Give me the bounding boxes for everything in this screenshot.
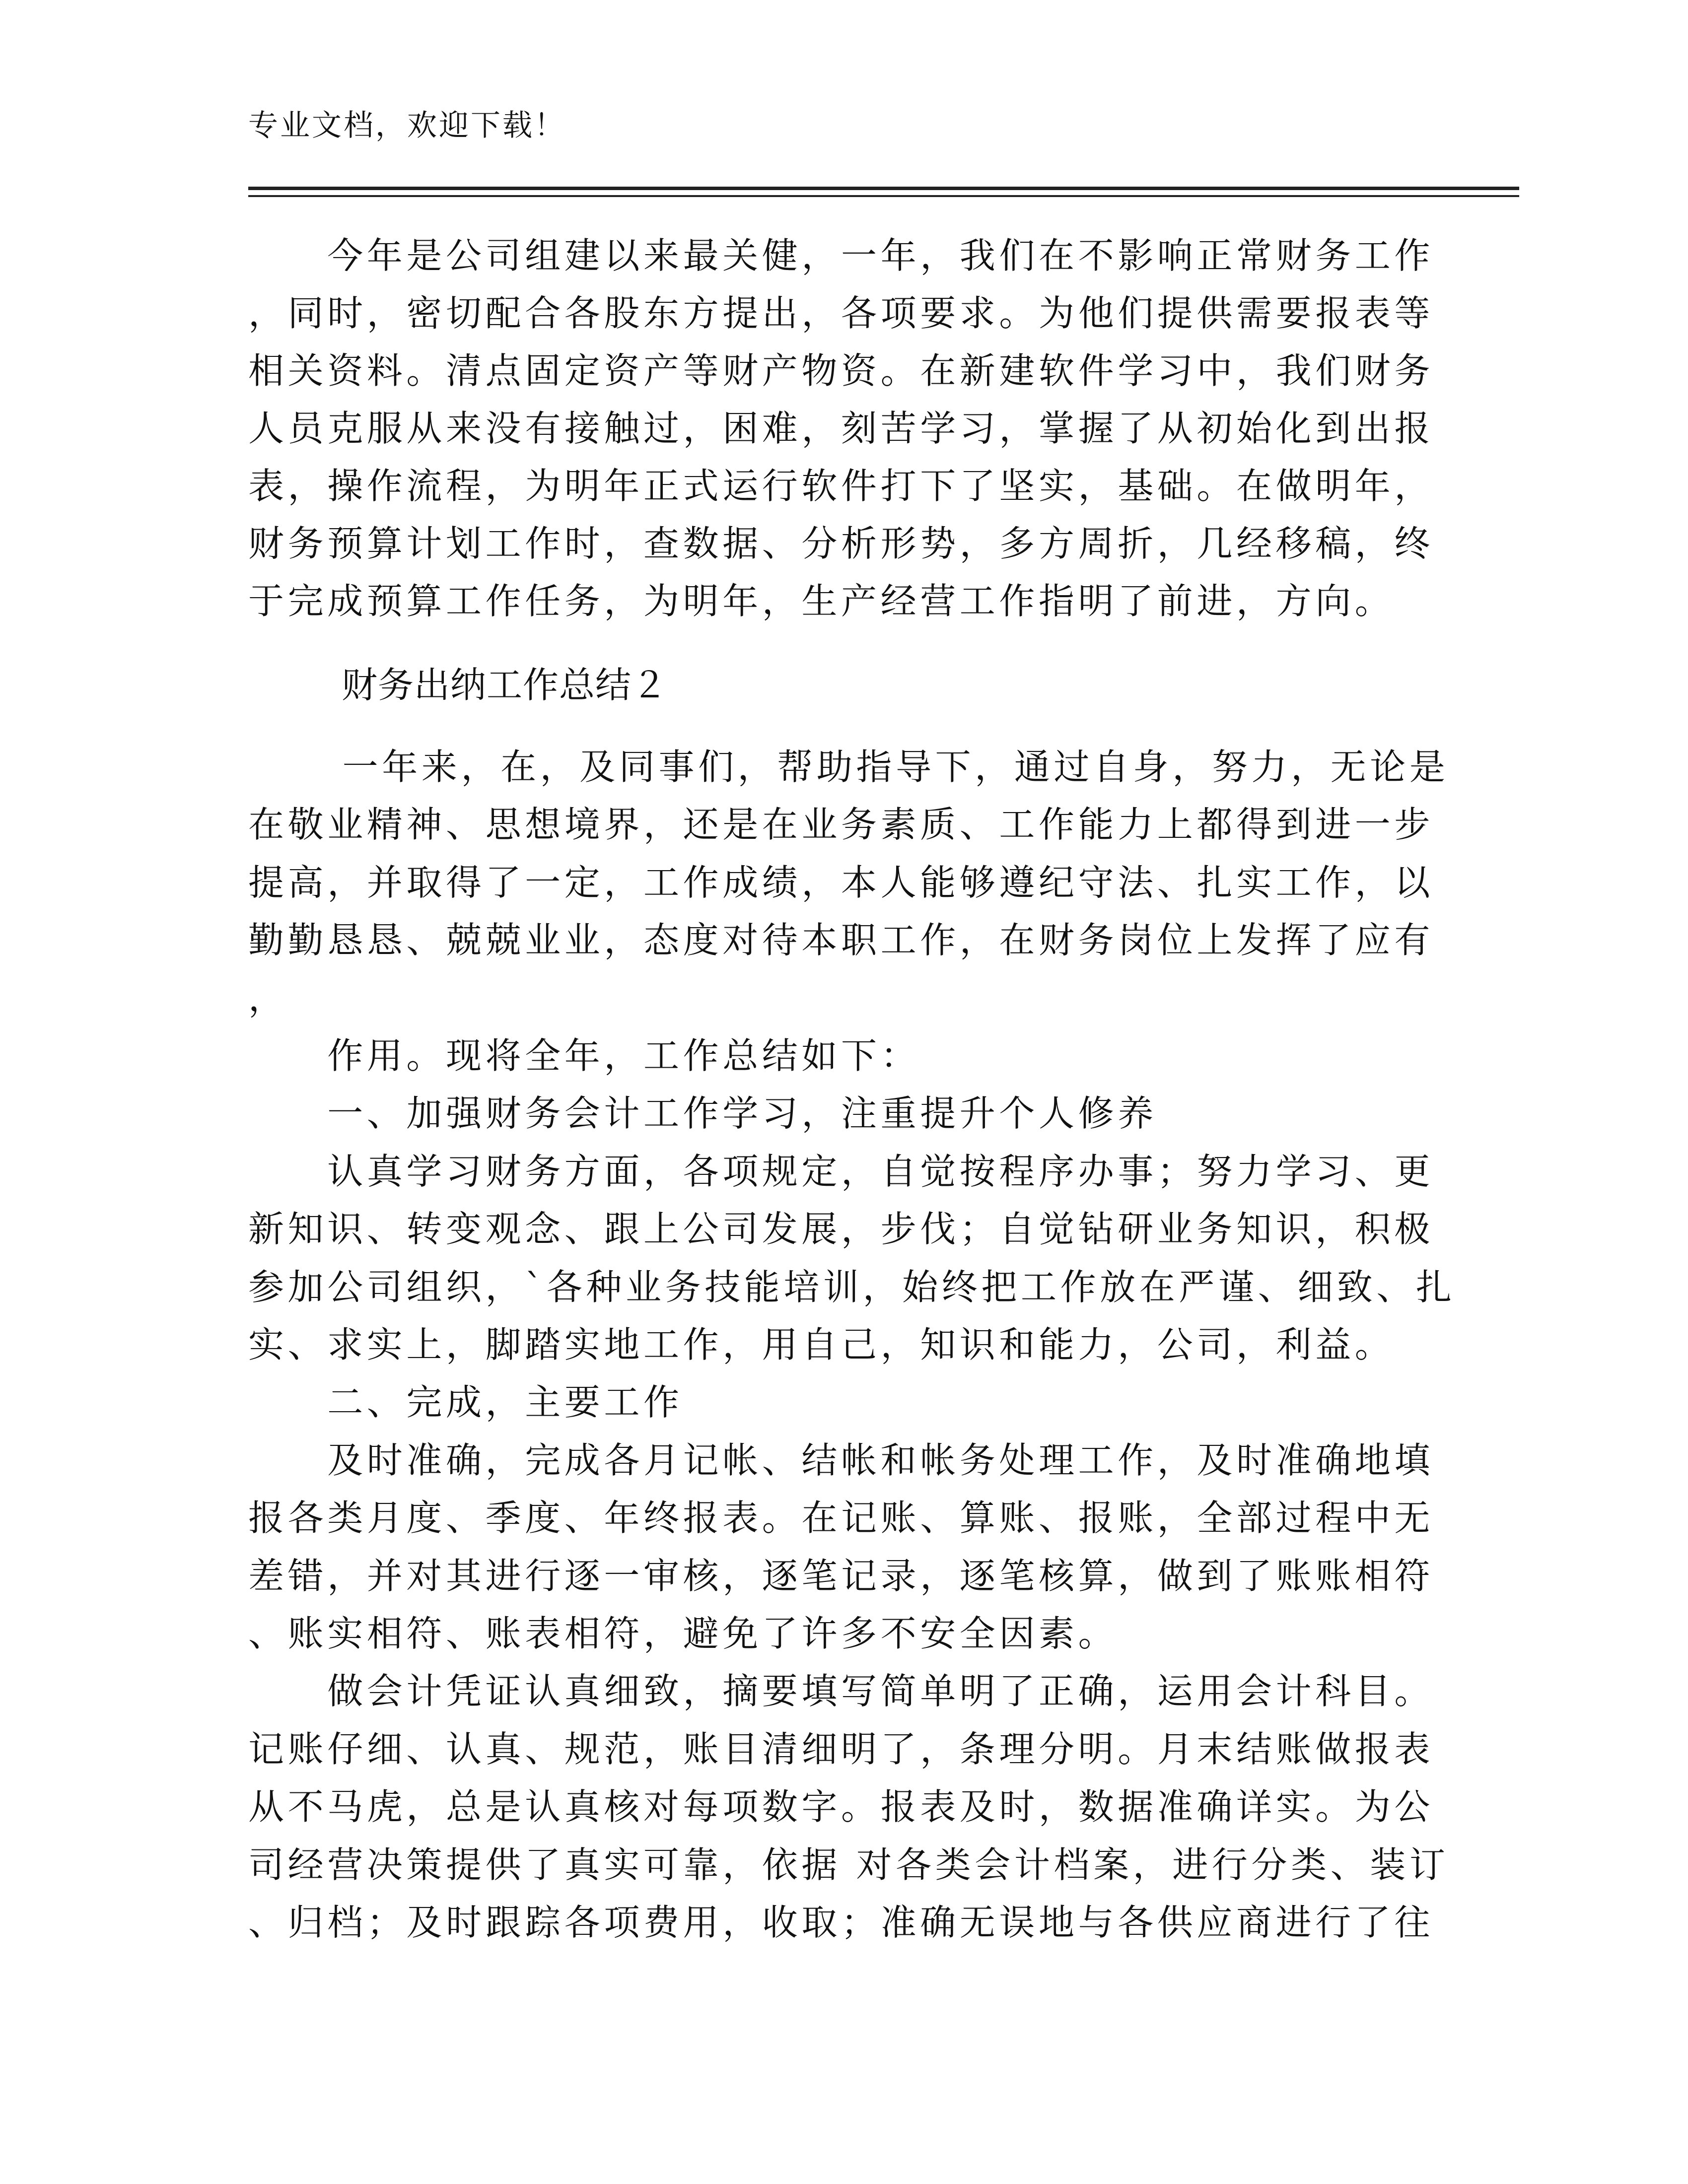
text-line: 记账仔细、认真、规范，账目清细明了，条理分明。月末结账做报表 — [248, 1728, 1434, 1770]
text-line: 新知识、转变观念、跟上公司发展，步伐；自觉钻研业务知识，积极 — [248, 1208, 1434, 1250]
text-line: 表，操作流程，为明年正式运行软件打下了坚实，基础。在做明年， — [248, 465, 1434, 507]
text-line: 人员克服从来没有接触过，困难，刻苦学习，掌握了从初始化到出报 — [248, 408, 1434, 449]
text-line: 、账实相符、账表相符，避免了许多不安全因素。 — [248, 1613, 1118, 1654]
text-line: 、归档；及时跟踪各项费用，收取；准确无误地与各供应商进行了往 — [248, 1902, 1434, 1943]
text-line: ， — [248, 977, 288, 1019]
text-line: 于完成预算工作任务，为明年，生产经营工作指明了前进，方向。 — [248, 580, 1395, 622]
text-line: 实、求实上，脚踏实地工作，用自己，知识和能力，公司，利益。 — [248, 1324, 1395, 1365]
text-line: 今年是公司组建以来最关健，一年，我们在不影响正常财务工作 — [248, 235, 1434, 276]
header-divider-thick — [248, 187, 1519, 190]
text-line: 一、加强财务会计工作学习，注重提升个人修养 — [248, 1092, 1157, 1135]
text-line: 相关资料。清点固定资产等财产物资。在新建软件学习中，我们财务 — [248, 350, 1434, 392]
text-line: 及时准确，完成各月记帐、结帐和帐务处理工作，及时准确地填 — [248, 1439, 1434, 1481]
text-line: ，同时，密切配合各股东方提出，各项要求。为他们提供需要报表等 — [248, 292, 1434, 334]
text-line: 作用。现将全年，工作总结如下： — [248, 1035, 920, 1077]
text-line: 财务预算计划工作时，查数据、分析形势，多方周折，几经移稿，终 — [248, 523, 1434, 564]
text-line: 勤勤恳恳、兢兢业业，态度对待本职工作，在财务岗位上发挥了应有 — [248, 919, 1434, 961]
text-line: 认真学习财务方面，各项规定，自觉按程序办事；努力学习、更 — [248, 1150, 1434, 1192]
text-line: 司经营决策提供了真实可靠，依据 对各类会计档案，进行分类、装订 — [248, 1843, 1449, 1886]
text-line: 参加公司组织，`各种业务技能培训，始终把工作放在严谨、细致、扎 — [248, 1266, 1456, 1308]
text-line: 在敬业精神、思想境界，还是在业务素质、工作能力上都得到进一步 — [248, 804, 1434, 846]
text-line: 二、完成，主要工作 — [248, 1381, 683, 1424]
text-line: 报各类月度、季度、年终报表。在记账、算账、报账，全部过程中无 — [248, 1497, 1434, 1539]
text-line: 一年来，在，及同事们，帮助指导下，通过自身，努力，无论是 — [248, 746, 1449, 788]
section-title: 财务出纳工作总结２ — [342, 664, 668, 706]
page-header: 专业文档，欢迎下载！ — [248, 108, 566, 143]
text-line: 差错，并对其进行逐一审核，逐笔记录，逐笔核算，做到了账账相符 — [248, 1555, 1434, 1597]
text-line: 做会计凭证认真细致，摘要填写简单明了正确，运用会计科目。 — [248, 1670, 1434, 1712]
text-line: 从不马虎，总是认真核对每项数字。报表及时，数据准确详实。为公 — [248, 1786, 1434, 1828]
header-divider-thin — [248, 195, 1519, 197]
text-line: 提高，并取得了一定，工作成绩，本人能够遵纪守法、扎实工作，以 — [248, 861, 1434, 903]
